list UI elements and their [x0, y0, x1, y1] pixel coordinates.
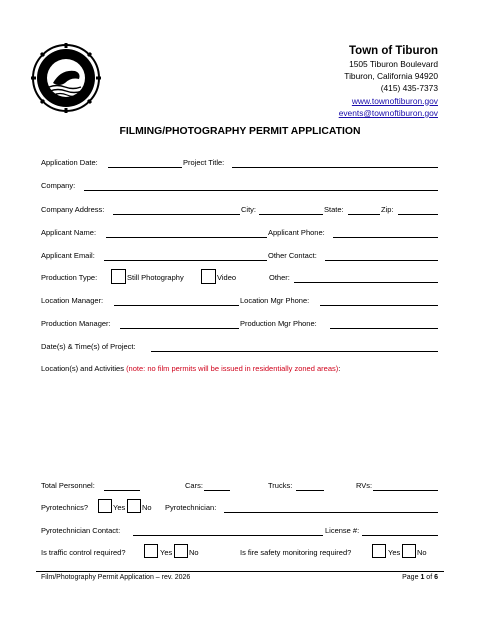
applicant-email-label: Applicant Email: [41, 251, 95, 260]
city-field[interactable] [259, 214, 323, 215]
applicant-name-field[interactable] [106, 237, 267, 238]
traffic-control-yes-label: Yes [160, 548, 173, 557]
page-current: 1 [420, 574, 425, 581]
dates-times-field[interactable] [151, 351, 438, 352]
traffic-control-label: Is traffic control required? [41, 548, 126, 557]
other-production-field[interactable] [294, 282, 438, 283]
company-label: Company: [41, 181, 76, 190]
pyrotechnics-label: Pyrotechnics? [41, 503, 89, 512]
applicant-name-label: Applicant Name: [41, 228, 97, 237]
total-personnel-label: Total Personnel: [41, 481, 95, 490]
locations-activities-label: Location(s) and Activities [41, 364, 124, 373]
fire-safety-no-label: No [417, 548, 427, 557]
organization-name: Town of Tiburon [349, 45, 438, 57]
project-title-label: Project Title: [183, 158, 225, 167]
locations-activities-row [41, 364, 340, 374]
video-checkbox[interactable] [201, 269, 216, 284]
pyrotechnics-no-label: No [142, 503, 152, 512]
applicant-email-field[interactable] [104, 260, 267, 261]
zip-field[interactable] [398, 214, 438, 215]
traffic-control-no-label: No [189, 548, 199, 557]
cars-field[interactable] [204, 490, 230, 491]
company-address-field[interactable] [113, 214, 240, 215]
dates-times-label: Date(s) & Time(s) of Project: [41, 342, 136, 351]
footer-document-name: Film/Photography Permit Application – rev. 2026 [41, 574, 191, 581]
pyrotechnics-yes-label: Yes [113, 503, 126, 512]
fire-safety-yes-checkbox[interactable] [372, 544, 386, 558]
address-line-2: Tiburon, California 94920 [344, 71, 438, 82]
location-manager-field[interactable] [114, 305, 239, 306]
still-photography-label: Still Photography [127, 273, 184, 282]
locations-activities-area[interactable] [41, 378, 438, 470]
pyrotechnics-no-checkbox[interactable] [127, 499, 141, 513]
production-manager-field[interactable] [120, 328, 239, 329]
pyrotechnician-contact-label: Pyrotechnician Contact: [41, 526, 121, 535]
city-label: City: [241, 205, 256, 214]
organization-header [339, 44, 438, 119]
location-mgr-phone-label: Location Mgr Phone: [240, 296, 310, 305]
company-address-label: Company Address: [41, 205, 105, 214]
state-label: State: [324, 205, 344, 214]
website-link[interactable]: www.townoftiburon.gov [351, 95, 438, 106]
company-field[interactable] [84, 190, 438, 191]
zip-label: Zip: [381, 205, 394, 214]
phone-number: (415) 435-7373 [380, 83, 438, 94]
locations-colon: : [338, 364, 341, 373]
footer-page-number [402, 574, 438, 581]
pyrotechnician-label: Pyrotechnician: [165, 503, 217, 512]
fire-safety-yes-label: Yes [388, 548, 401, 557]
address-line-1: 1505 Tiburon Boulevard [349, 59, 438, 69]
application-date-field[interactable] [108, 167, 182, 168]
application-date-label: Application Date: [41, 158, 98, 167]
production-manager-label: Production Manager: [41, 319, 111, 328]
form-title: FILMING/PHOTOGRAPHY PERMIT APPLICATION [119, 126, 361, 137]
license-label: License #: [325, 526, 360, 535]
rvs-label: RVs: [356, 481, 373, 490]
production-mgr-phone-field[interactable] [330, 328, 438, 329]
town-seal-logo [31, 43, 101, 113]
pyrotechnician-field[interactable] [224, 512, 438, 513]
video-label: Video [217, 273, 237, 282]
trucks-field[interactable] [296, 490, 324, 491]
page-of: of [426, 574, 433, 581]
pyrotechnics-yes-checkbox[interactable] [98, 499, 112, 513]
traffic-control-no-checkbox[interactable] [174, 544, 188, 558]
footer-divider [36, 571, 444, 572]
page-word: Page [402, 574, 419, 581]
project-title-field[interactable] [232, 167, 438, 168]
production-mgr-phone-label: Production Mgr Phone: [240, 319, 317, 328]
production-type-label: Production Type: [41, 273, 98, 282]
applicant-phone-field[interactable] [333, 237, 438, 238]
other-contact-label: Other Contact: [268, 251, 317, 260]
still-photography-checkbox[interactable] [111, 269, 126, 284]
other-contact-field[interactable] [325, 260, 438, 261]
page-total: 6 [434, 574, 438, 581]
location-mgr-phone-field[interactable] [320, 305, 438, 306]
trucks-label: Trucks: [268, 481, 293, 490]
pyrotechnician-contact-field[interactable] [133, 535, 323, 536]
traffic-control-yes-checkbox[interactable] [144, 544, 158, 558]
license-field[interactable] [362, 535, 438, 536]
state-field[interactable] [348, 214, 380, 215]
total-personnel-field[interactable] [104, 490, 140, 491]
applicant-phone-label: Applicant Phone: [268, 228, 325, 237]
email-link[interactable]: events@townoftiburon.gov [338, 107, 438, 118]
fire-safety-label: Is fire safety monitoring required? [240, 548, 352, 557]
fire-safety-no-checkbox[interactable] [402, 544, 416, 558]
other-label: Other: [269, 273, 290, 282]
zoning-note: (note: no film permits will be issued in residentially zoned areas) [126, 364, 339, 373]
location-manager-label: Location Manager: [41, 296, 104, 305]
cars-label: Cars: [185, 481, 203, 490]
rvs-field[interactable] [373, 490, 438, 491]
